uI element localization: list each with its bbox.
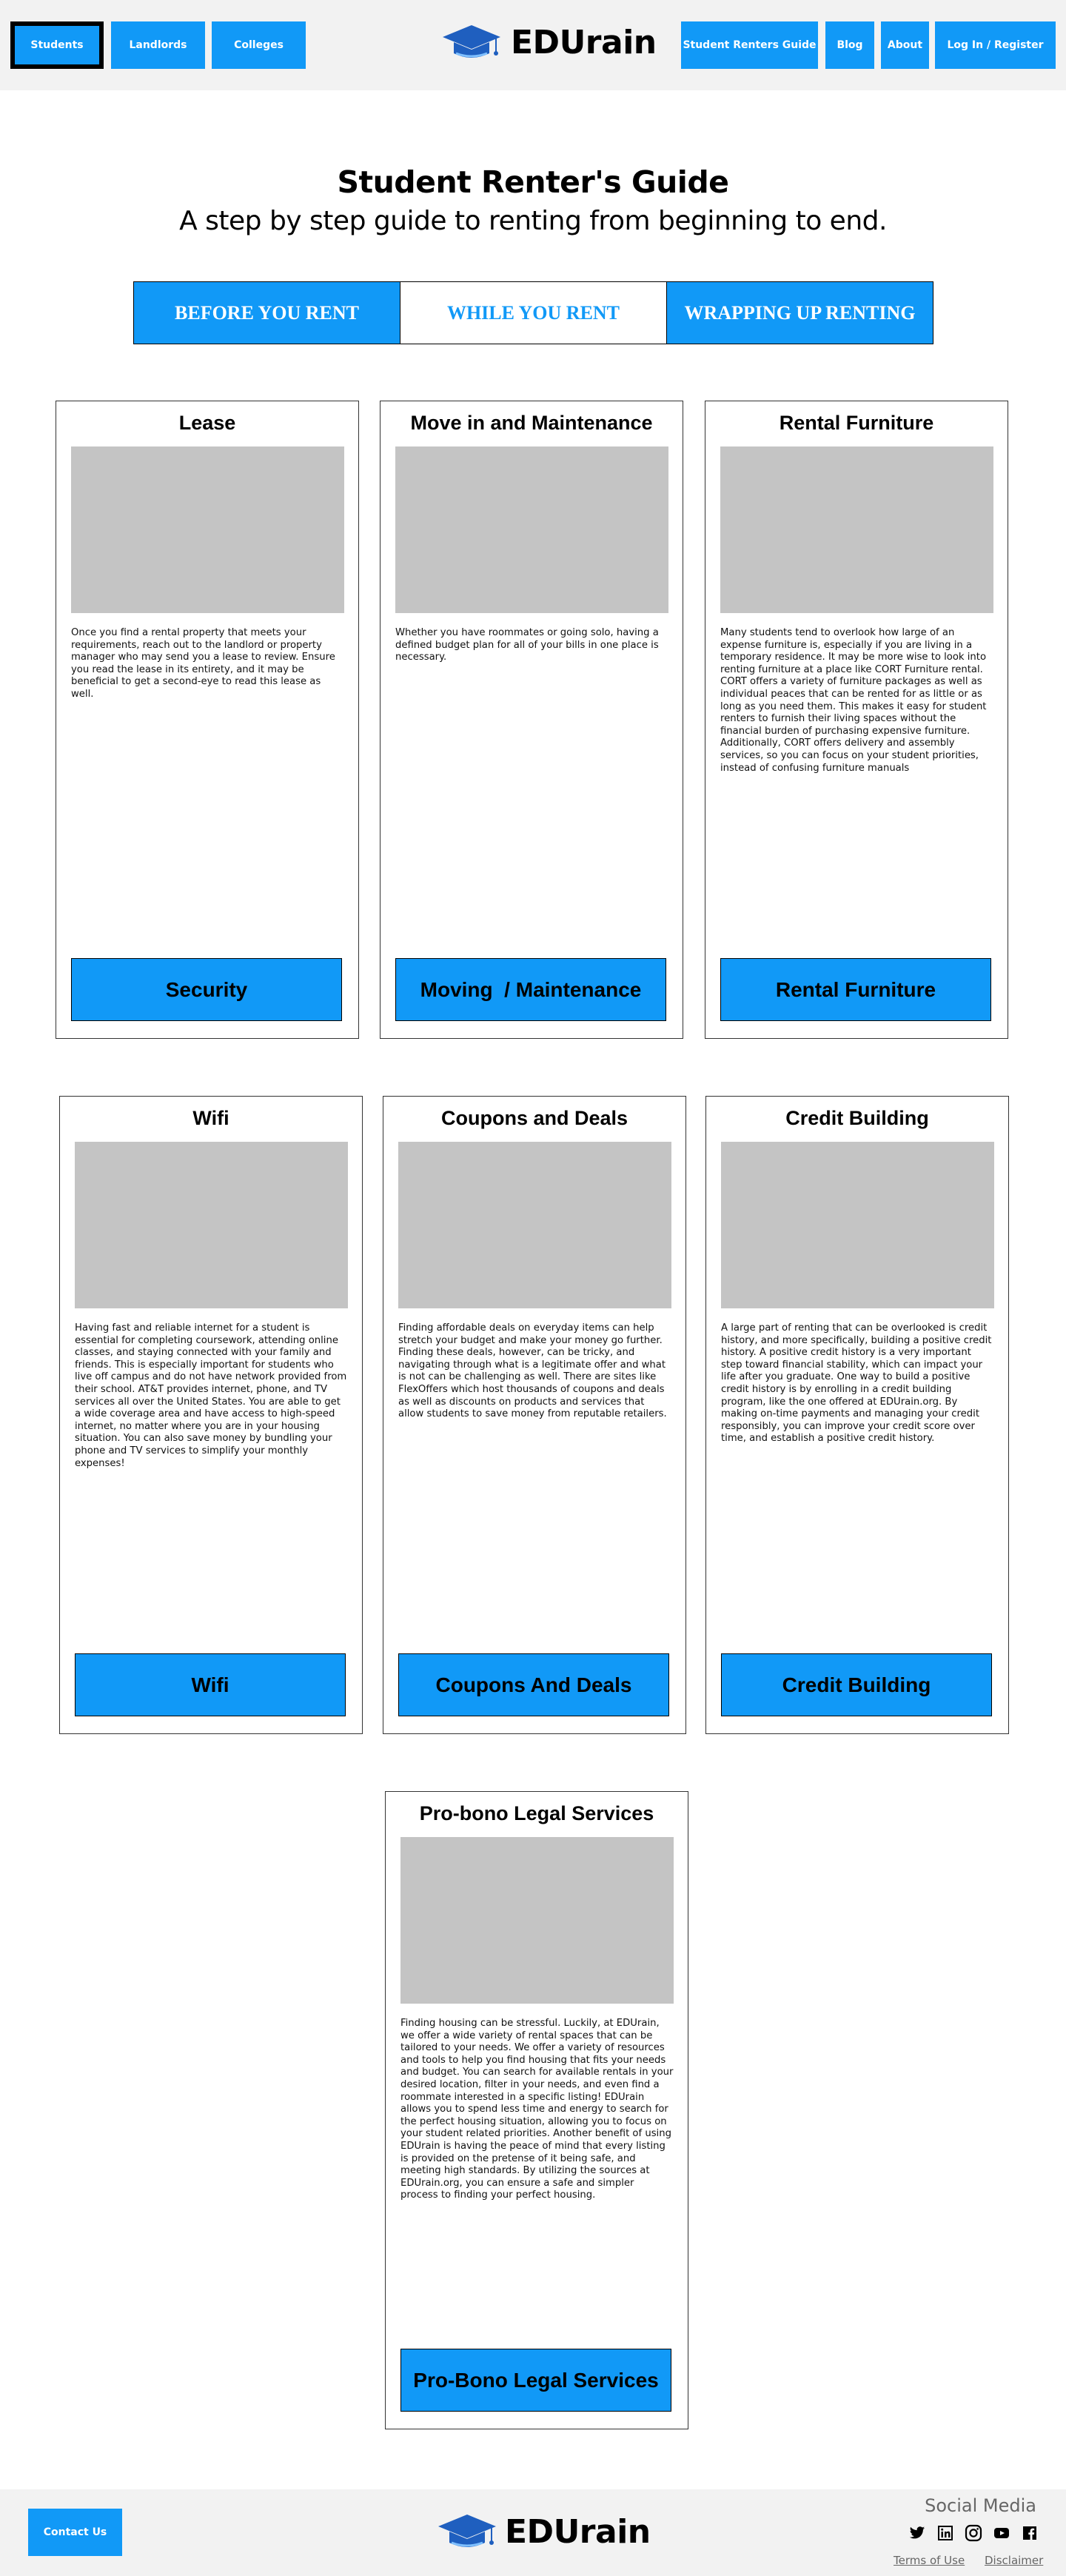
nav-colleges-button[interactable]: Colleges	[212, 21, 306, 69]
card-title: Move in and Maintenance	[410, 412, 653, 434]
nav-about-button[interactable]: About	[881, 21, 929, 69]
tab-wrapping-up-renting[interactable]: WRAPPING UP RENTING	[667, 282, 933, 344]
pro-bono-legal-button[interactable]: Pro-Bono Legal Services	[400, 2349, 671, 2412]
card-wifi	[59, 1096, 363, 1734]
moving-maintenance-button[interactable]: Moving / Maintenance	[395, 958, 666, 1021]
card-description: Whether you have roommates or going solo, having a defined budget plan for all of your bills in one place is necessary.	[395, 627, 659, 663]
card-image-placeholder	[395, 446, 668, 613]
contact-us-button[interactable]: Contact Us	[28, 2509, 122, 2556]
card-description: A large part of renting that can be overlooked is credit history, and more specifically, building a positive credit history. A positive credit history is a very important step toward financial stability, which can impact your life after you graduate. One way to build a positive credit history is by enrolling in a credit building program, like the one offered at EDUrain.org. By making on-time payments and managing your credit responsibly, you can improve your credit score over time, and establish a positive credit history.	[721, 1322, 992, 1445]
nav-landlords-button[interactable]: Landlords	[111, 21, 205, 69]
card-description: Finding housing can be stressful. Luckily, at EDUrain, we offer a wide variety of rental spaces that can be tailored to your needs. We offer a variety of resources and tools to help you find housing that fits your needs and budget. You can search for available rentals in your desired location, filter in your needs, and even find a roommate interested in a specific listing! EDUrain allows you to spend less time and energy to search for the perfect housing situation, allowing you to focus on your student related priorities. Another benefit of using EDUrain is having the peace of mind that every listing is provided on the pretense of it being safe, and meeting high standards. By utilizing the sources at EDUrain.org, you can ensure a safe and simpler process to finding your perfect housing.	[400, 2018, 674, 2201]
card-image-placeholder	[71, 446, 344, 613]
social-media-title: Social Media	[925, 2495, 1036, 2516]
card-image-placeholder	[720, 446, 993, 613]
card-description: Once you find a rental property that meets your requirements, reach out to the landlord or property manager who may send you a lease to review. Ensure you read the lease in its entirety, and it may be beneficial to get a second-eye to read this lease as well.	[71, 627, 335, 700]
card-lease	[56, 401, 359, 1039]
card-title: Pro-bono Legal Services	[419, 1802, 654, 1824]
card-coupons-deals	[383, 1096, 686, 1734]
terms-of-use-link[interactable]: Terms of Use	[894, 2554, 965, 2567]
page-title: Student Renter's Guide	[337, 164, 729, 200]
card-image-placeholder	[721, 1142, 994, 1308]
disclaimer-link[interactable]: Disclaimer	[985, 2554, 1044, 2567]
youtube-icon[interactable]	[992, 2523, 1011, 2543]
credit-building-button[interactable]: Credit Building	[721, 1653, 992, 1716]
header-logo[interactable]	[441, 22, 657, 62]
nav-student-renters-guide-button[interactable]: Student Renters Guide	[681, 21, 818, 69]
card-credit-building	[705, 1096, 1009, 1734]
card-description: Many students tend to overlook how large of an expense furniture is, especially if you are living in a temporary residence. It may be more wise to look into renting furniture at a place like CORT Furniture rental. CORT offers a variety of furniture packages as well as individual peaces that can be rented for as little or as long as you need them. This makes it easy for student renters to furnish their living spaces without the financial burden of purchasing expensive furniture. Additionally, CORT offers delivery and assembly services, so you can focus on your student priorities, instead of confusing furniture manuals	[720, 627, 987, 774]
social-icons	[908, 2523, 1039, 2543]
linkedin-icon[interactable]	[936, 2523, 955, 2543]
instagram-icon[interactable]	[964, 2523, 983, 2543]
graduation-cap-icon	[437, 2512, 497, 2552]
card-rental-furniture	[705, 401, 1008, 1039]
card-image-placeholder	[75, 1142, 348, 1308]
tab-before-you-rent[interactable]: BEFORE YOU RENT	[134, 282, 400, 344]
page-subtitle: A step by step guide to renting from beginning to end.	[179, 206, 887, 236]
card-title: Lease	[178, 412, 236, 434]
card-pro-bono-legal	[385, 1791, 688, 2429]
card-description: Finding affordable deals on everyday items can help stretch your budget and make your money go further. Finding these deals, however, can be tricky, and navigating through what is a legitimate offer and what is not can be challenging as well. There are sites like FlexOffers which host thousands of coupons and deals as well as discounts on products and services that allow students to save money from reputable retailers.	[398, 1322, 667, 1420]
login-register-button[interactable]: Log In / Register	[935, 21, 1056, 69]
card-image-placeholder	[400, 1837, 674, 2004]
nav-students-button[interactable]: Students	[10, 21, 104, 69]
card-image-placeholder	[398, 1142, 671, 1308]
card-title: Wifi	[192, 1107, 229, 1129]
brand-name: EDUrain	[511, 23, 657, 61]
wifi-button[interactable]: Wifi	[75, 1653, 346, 1716]
card-description: Having fast and reliable internet for a student is essential for completing coursework, attending online classes, and staying connected with your family and friends. This is especially important for students who live off campus and do not have network provided from their school. AT&T provides internet, phone, and TV services all over the United States. You are able to get a wide coverage area and have access to high-speed internet, no matter where you are in your housing situation. You can also save money by bundling your phone and TV services to simplify your monthly expenses!	[75, 1322, 347, 1469]
rental-furniture-button[interactable]: Rental Furniture	[720, 958, 991, 1021]
card-title: Rental Furniture	[779, 412, 934, 434]
footer-brand-name: EDUrain	[505, 2512, 651, 2551]
card-title: Credit Building	[785, 1107, 929, 1129]
card-title: Coupons and Deals	[440, 1107, 628, 1129]
footer-logo[interactable]	[437, 2512, 651, 2552]
twitter-icon[interactable]	[908, 2523, 927, 2543]
nav-blog-button[interactable]: Blog	[825, 21, 874, 69]
guide-tabs	[133, 281, 933, 344]
security-button[interactable]: Security	[71, 958, 342, 1021]
card-move-in-maintenance	[380, 401, 683, 1039]
tab-while-you-rent[interactable]: WHILE YOU RENT	[400, 282, 667, 344]
graduation-cap-icon	[441, 22, 502, 62]
facebook-icon[interactable]	[1020, 2523, 1039, 2543]
coupons-deals-button[interactable]: Coupons And Deals	[398, 1653, 669, 1716]
